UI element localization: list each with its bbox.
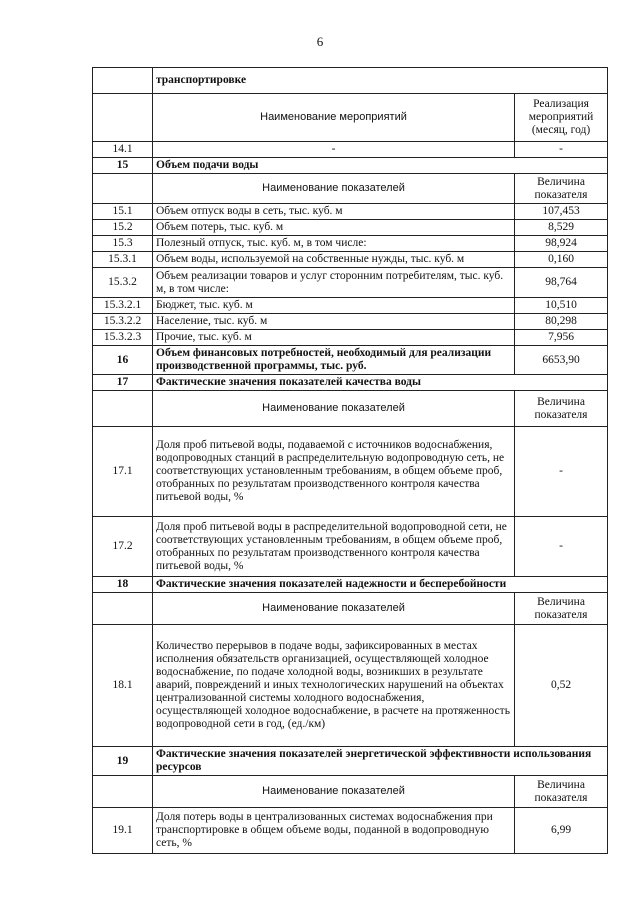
row-name: Население, тыс. куб. м: [153, 314, 515, 330]
header-indicators-value: Величина показателя: [515, 776, 608, 808]
row-name: Объем реализации товаров и услуг сторонним потребителям, тыс. куб. м, в том числе:: [153, 268, 515, 298]
row-number: 14.1: [93, 142, 153, 158]
section-row: [93, 747, 608, 776]
row-number: 15.1: [93, 204, 153, 220]
section-number: 19: [93, 747, 153, 776]
section-number: 18: [93, 577, 153, 593]
row-value: 80,298: [515, 314, 608, 330]
row-number: 17.2: [93, 517, 153, 577]
table-row: [93, 142, 608, 158]
table-row: [93, 298, 608, 314]
section-number: 16: [93, 346, 153, 375]
header-measures-name: Наименование мероприятий: [153, 94, 515, 142]
section-row: [93, 158, 608, 174]
header-indicators-value: Величина показателя: [515, 593, 608, 625]
row-number: 15.2: [93, 220, 153, 236]
table-row: [93, 391, 608, 427]
table-row: [93, 625, 608, 747]
section-title: Объем финансовых потребностей, необходимый для реализации производственной программы, тыс. руб.: [153, 346, 515, 375]
row-value: 107,453: [515, 204, 608, 220]
header-measures-value: Реализация мероприятий (месяц, год): [515, 94, 608, 142]
row-value: 0,52: [515, 625, 608, 747]
row-value: 6,99: [515, 808, 608, 854]
section-row: [93, 346, 608, 375]
header-indicators-name: Наименование показателей: [153, 391, 515, 427]
row-name: Доля проб питьевой воды, подаваемой с источников водоснабжения, водопроводных станций в распределительную водопроводную сеть, не соответствующих установленным требованиям, в общем объеме проб, отобранных по результатам производственного контроля качества питьевой воды, %: [153, 427, 515, 517]
row-name: Объем воды, используемой на собственные нужды, тыс. куб. м: [153, 252, 515, 268]
row-name: Доля потерь воды в централизованных системах водоснабжения при транспортировке в общем объеме воды, поданной в водопроводную сеть, %: [153, 808, 515, 854]
section-title: Объем подачи воды: [153, 158, 608, 174]
row-value: 7,956: [515, 330, 608, 346]
table-row: [93, 236, 608, 252]
header-indicators-name: Наименование показателей: [153, 593, 515, 625]
header-indicators-name: Наименование показателей: [153, 776, 515, 808]
row-number: 19.1: [93, 808, 153, 854]
row-number: 15.3.2.3: [93, 330, 153, 346]
table-row: [93, 220, 608, 236]
row-name: Бюджет, тыс. куб. м: [153, 298, 515, 314]
row-number: 18.1: [93, 625, 153, 747]
row-number: 15.3.2.1: [93, 298, 153, 314]
continued-heading: транспортировке: [153, 68, 608, 94]
row-value: 0,160: [515, 252, 608, 268]
table-row: [93, 204, 608, 220]
table-row: [93, 427, 608, 517]
section-row: [93, 577, 608, 593]
row-number: 15.3.1: [93, 252, 153, 268]
table-row: [93, 252, 608, 268]
row-value: -: [515, 427, 608, 517]
table-row: [93, 68, 608, 94]
row-name: -: [153, 142, 515, 158]
section-title: Фактические значения показателей надежности и бесперебойности: [153, 577, 608, 593]
row-name: Доля проб питьевой воды в распределительной водопроводной сети, не соответствующих установленным требованиям, в общем объеме проб, отобранных по результатам производственного контроля качества питьевой воды, %: [153, 517, 515, 577]
section-number: 17: [93, 375, 153, 391]
row-name: Объем потерь, тыс. куб. м: [153, 220, 515, 236]
row-value: 98,924: [515, 236, 608, 252]
page-number: 6: [316, 34, 324, 49]
header-indicators-name: Наименование показателей: [153, 174, 515, 204]
table-row: [93, 314, 608, 330]
table-row: [93, 330, 608, 346]
row-value: 8,529: [515, 220, 608, 236]
table-row: [93, 94, 608, 142]
table-row: [93, 517, 608, 577]
section-row: [93, 375, 608, 391]
row-number: 15.3.2: [93, 268, 153, 298]
section-number: 15: [93, 158, 153, 174]
table-row: [93, 808, 608, 854]
table-row: [93, 776, 608, 808]
section-title: Фактические значения показателей энергетической эффективности использования ресурсов: [153, 747, 608, 776]
row-name: Объем отпуск воды в сеть, тыс. куб. м: [153, 204, 515, 220]
header-indicators-value: Величина показателя: [515, 174, 608, 204]
row-name: Прочие, тыс. куб. м: [153, 330, 515, 346]
table-row: [93, 268, 608, 298]
row-value: -: [515, 142, 608, 158]
row-number: 17.1: [93, 427, 153, 517]
row-value: -: [515, 517, 608, 577]
table-row: [93, 174, 608, 204]
section-title: Фактические значения показателей качества воды: [153, 375, 608, 391]
section-value: 6653,90: [515, 346, 608, 375]
row-name: Полезный отпуск, тыс. куб. м, в том числе:: [153, 236, 515, 252]
row-value: 98,764: [515, 268, 608, 298]
row-number: 15.3: [93, 236, 153, 252]
program-indicators-table: [92, 67, 608, 854]
table-row: [93, 593, 608, 625]
header-indicators-value: Величина показателя: [515, 391, 608, 427]
row-number: 15.3.2.2: [93, 314, 153, 330]
row-name: Количество перерывов в подаче воды, зафиксированных в местах исполнения обязательств организацией, осуществляющей холодное водоснабжение, по подаче холодной воды, возникших в результате аварий, повреждений и иных технологических нарушений на объектах централизованной системы холодного водоснабжения, осуществляющей холодное водоснабжение, в расчете на протяженность водопроводной сети в год, (ед./км): [153, 625, 515, 747]
row-value: 10,510: [515, 298, 608, 314]
